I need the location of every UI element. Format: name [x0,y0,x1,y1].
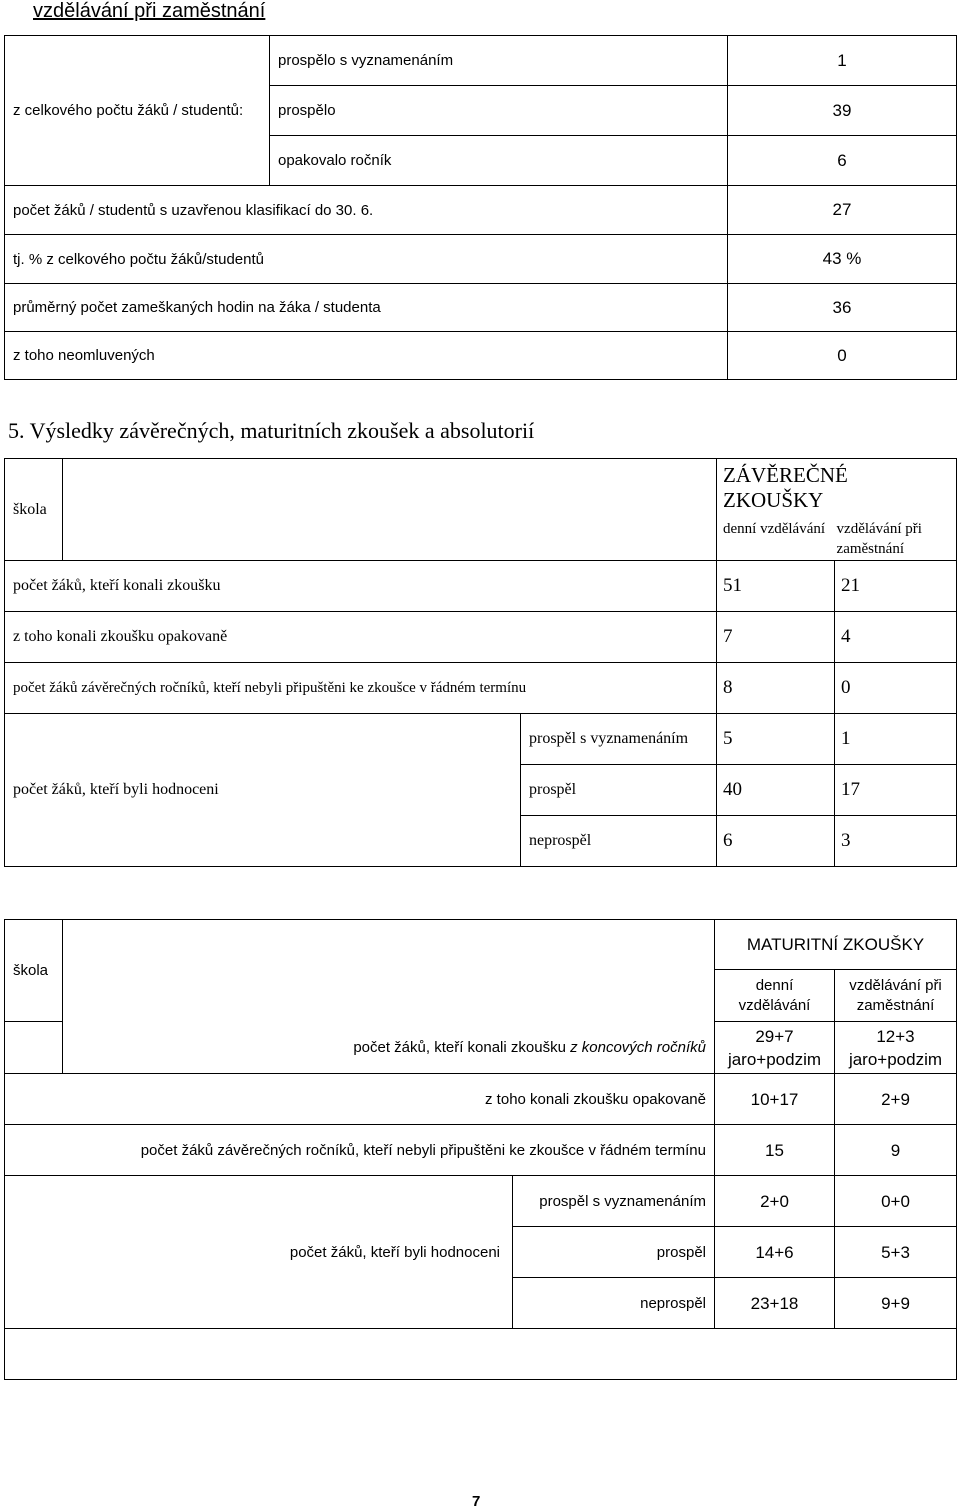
row-value: 39 [728,86,957,136]
passed-label: prospěl [513,1227,715,1278]
graded-label-bottom [5,816,521,867]
graded-label-bottom [5,1278,513,1329]
took-day: 29+7 jaro+podzim [715,1022,835,1074]
maturita-exams-table [4,919,957,1380]
graded-label: počet žáků, kteří byli hodnoceni [5,765,521,816]
closed-label: počet žáků / studentů s uzavřenou klasifikací do 30. 6. [5,186,728,235]
page-number: 7 [472,1493,481,1510]
pct-label: tj. % z celkového počtu žáků/studentů [5,235,728,284]
passed-label: prospěl [521,765,717,816]
graded-label-top [5,714,521,765]
honors-day: 5 [717,714,835,765]
notadmitted-day: 15 [715,1125,835,1176]
absence-label: průměrný počet zameškaných hodin na žáka / studenta [5,284,728,332]
repeat-work: 2+9 [835,1074,957,1125]
notadmitted-label: počet žáků závěrečných ročníků, kteří nebyli připuštěni ke zkoušce v řádném termínu [5,1125,715,1176]
row-label: prospělo [270,86,728,136]
repeat-label: z toho konali zkoušku opakovaně [5,1074,715,1125]
row-value: 1 [728,36,957,86]
col-day-header: denní vzdělávání [723,521,826,537]
failed-work: 9+9 [835,1278,957,1329]
took-label-text: počet žáků, kteří konali zkoušku [353,1038,571,1056]
row-value: 6 [728,136,957,186]
unexcused-label: z toho neomluvených [5,332,728,380]
took-day: 51 [717,561,835,612]
passed-work: 17 [835,765,957,816]
notadmitted-work: 9 [835,1125,957,1176]
section-title: 5. Výsledky závěrečných, maturitních zkoušek a absolutorií [8,418,535,443]
final-exams-table [4,458,957,867]
repeat-work: 4 [835,612,957,663]
notadmitted-label: počet žáků závěrečných ročníků, kteří nebyli připuštěni ke zkoušce v řádném termínu [5,663,717,714]
notadmitted-work: 0 [835,663,957,714]
school-cell-continued [5,1022,63,1074]
col-day-header: denní vzdělávání [715,970,835,1022]
honors-label: prospěl s vyznamenáním [513,1176,715,1227]
repeat-day: 7 [717,612,835,663]
passed-work: 5+3 [835,1227,957,1278]
failed-day: 23+18 [715,1278,835,1329]
final-exams-header [717,459,957,561]
row-label: prospělo s vyznamenáním [270,36,728,86]
pct-value: 43 % [728,235,957,284]
repeat-day: 10+17 [715,1074,835,1125]
school-label: škola [5,920,63,1022]
failed-label: neprospěl [513,1278,715,1329]
honors-label: prospěl s vyznamenáním [521,714,717,765]
repeat-label: z toho konali zkoušku opakovaně [5,612,717,663]
total-label-cell-bottom [5,136,270,186]
empty-footer-row [5,1329,957,1380]
blank-cell [63,920,715,1022]
passed-day: 14+6 [715,1227,835,1278]
took-work: 21 [835,561,957,612]
col-work-header: vzdělávání při zaměstnání [835,970,957,1022]
failed-work: 3 [835,816,957,867]
took-work: 12+3 jaro+podzim [835,1022,957,1074]
total-label-cell-top [5,36,270,86]
passed-day: 40 [717,765,835,816]
blank-cell [63,459,717,561]
unexcused-value: 0 [728,332,957,380]
results-summary-table [4,35,957,380]
col-work-header: vzdělávání při zaměstnání [836,521,922,557]
total-label: z celkového počtu žáků / studentů: [5,86,270,136]
took-label [63,1022,715,1074]
honors-work: 0+0 [835,1176,957,1227]
section-heading-work-study: vzdělávání při zaměstnání [33,0,266,22]
closed-value: 27 [728,186,957,235]
absence-value: 36 [728,284,957,332]
failed-label: neprospěl [521,816,717,867]
maturita-title: MATURITNÍ ZKOUŠKY [715,920,957,970]
took-label: počet žáků, kteří konali zkoušku [5,561,717,612]
took-label-italic: z koncových ročníků [570,1038,706,1056]
honors-day: 2+0 [715,1176,835,1227]
failed-day: 6 [717,816,835,867]
notadmitted-day: 8 [717,663,835,714]
final-exams-title: ZÁVĚREČNÉ ZKOUŠKY [723,463,848,512]
school-label: škola [5,459,63,561]
honors-work: 1 [835,714,957,765]
graded-label-top [5,1176,513,1227]
graded-label: počet žáků, kteří byli hodnoceni [5,1227,513,1278]
row-label: opakovalo ročník [270,136,728,186]
